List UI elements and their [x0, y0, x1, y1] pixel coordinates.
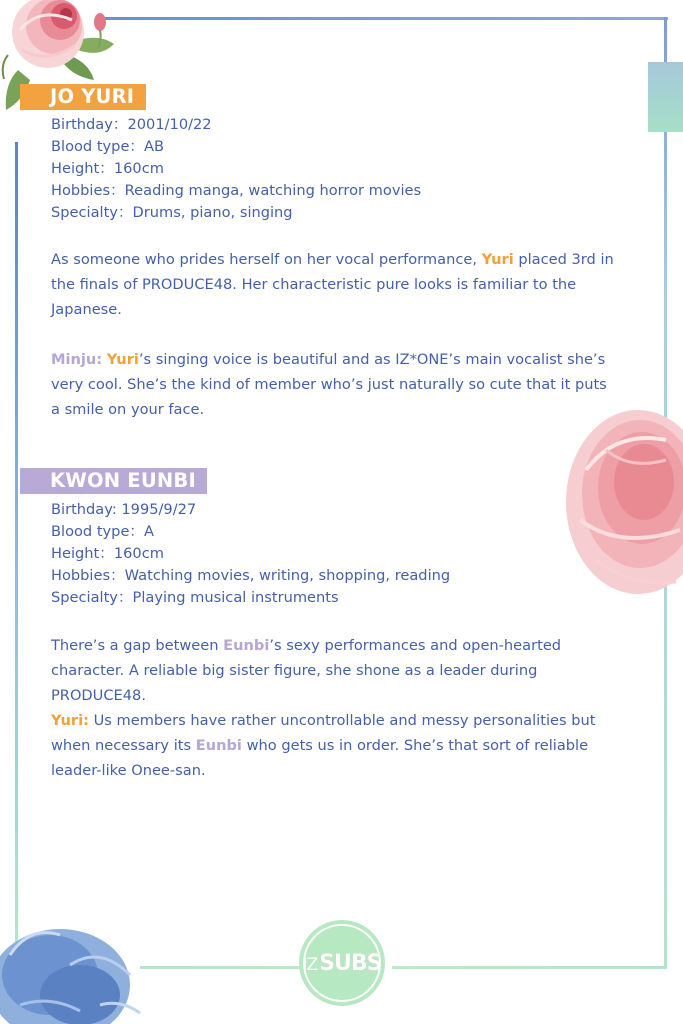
frame-left-border	[15, 142, 18, 952]
izsubs-logo-icon	[299, 920, 385, 1006]
description-text: ’s sexy performances and open-hearted character. A reliable big sister figure, she shone as a leader during PRODUCE48.	[51, 637, 562, 704]
blue-hydrangea-icon	[0, 895, 160, 1024]
logo-text	[303, 951, 382, 976]
height-line: Height：160cm	[51, 160, 164, 177]
member-quote-eunbi	[51, 708, 616, 783]
hobbies-line: Hobbies：Watching movies, writing, shopping, reading	[51, 567, 451, 584]
profile-info-eunbi	[51, 499, 651, 609]
profile-name-yuri: JO YURI	[20, 84, 146, 110]
highlight-name: Yuri	[481, 251, 514, 268]
member-quote-yuri	[51, 347, 616, 422]
highlight-name: Yuri	[106, 351, 139, 368]
frame-bottom-border-right	[392, 966, 667, 969]
logo-left-text: IZ	[302, 954, 318, 975]
logo-right-text: SUBS	[319, 950, 382, 976]
birthday-line: Birthday：2001/10/22	[51, 116, 212, 133]
highlight-name: Eunbi	[195, 737, 242, 754]
quote-text: ’s singing voice is beautiful and as IZ*ONE’s main vocalist she’s very cool. She’s the kind of member who’s just naturally so cute that it puts a smile on your face.	[51, 351, 607, 418]
quote-speaker: Yuri:	[51, 712, 89, 729]
description-text: placed 3rd in the finals of PRODUCE48. Her characteristic pure looks is familiar to the Japanese.	[51, 251, 614, 318]
frame-top-border	[100, 17, 668, 20]
frame-bottom-border-left	[140, 966, 300, 969]
quote-text: Us members have rather uncontrollable and messy personalities but when necessary its	[51, 712, 596, 754]
side-accent-tab	[648, 62, 683, 132]
profile-name-eunbi: KWON EUNBI	[20, 468, 207, 494]
highlight-name: Eunbi	[223, 637, 270, 654]
profile-description-yuri	[51, 247, 616, 322]
blood-type-line: Blood type：AB	[51, 138, 165, 155]
quote-speaker: Minju:	[51, 351, 103, 368]
height-line: Height：160cm	[51, 545, 164, 562]
profile-description-eunbi	[51, 633, 616, 708]
blood-type-line: Blood type：A	[51, 523, 155, 540]
specialty-line: Specialty：Playing musical instruments	[51, 589, 339, 606]
hobbies-line: Hobbies：Reading manga, watching horror movies	[51, 182, 422, 199]
birthday-line: Birthday: 1995/9/27	[51, 501, 197, 518]
quote-text: who gets us in order. She’s that sort of reliable leader-like Onee-san.	[51, 737, 589, 779]
profile-info-yuri	[51, 114, 651, 224]
description-text: As someone who prides herself on her vocal performance,	[51, 251, 482, 268]
description-text: There’s a gap between	[51, 637, 224, 654]
specialty-line: Specialty：Drums, piano, singing	[51, 204, 293, 221]
